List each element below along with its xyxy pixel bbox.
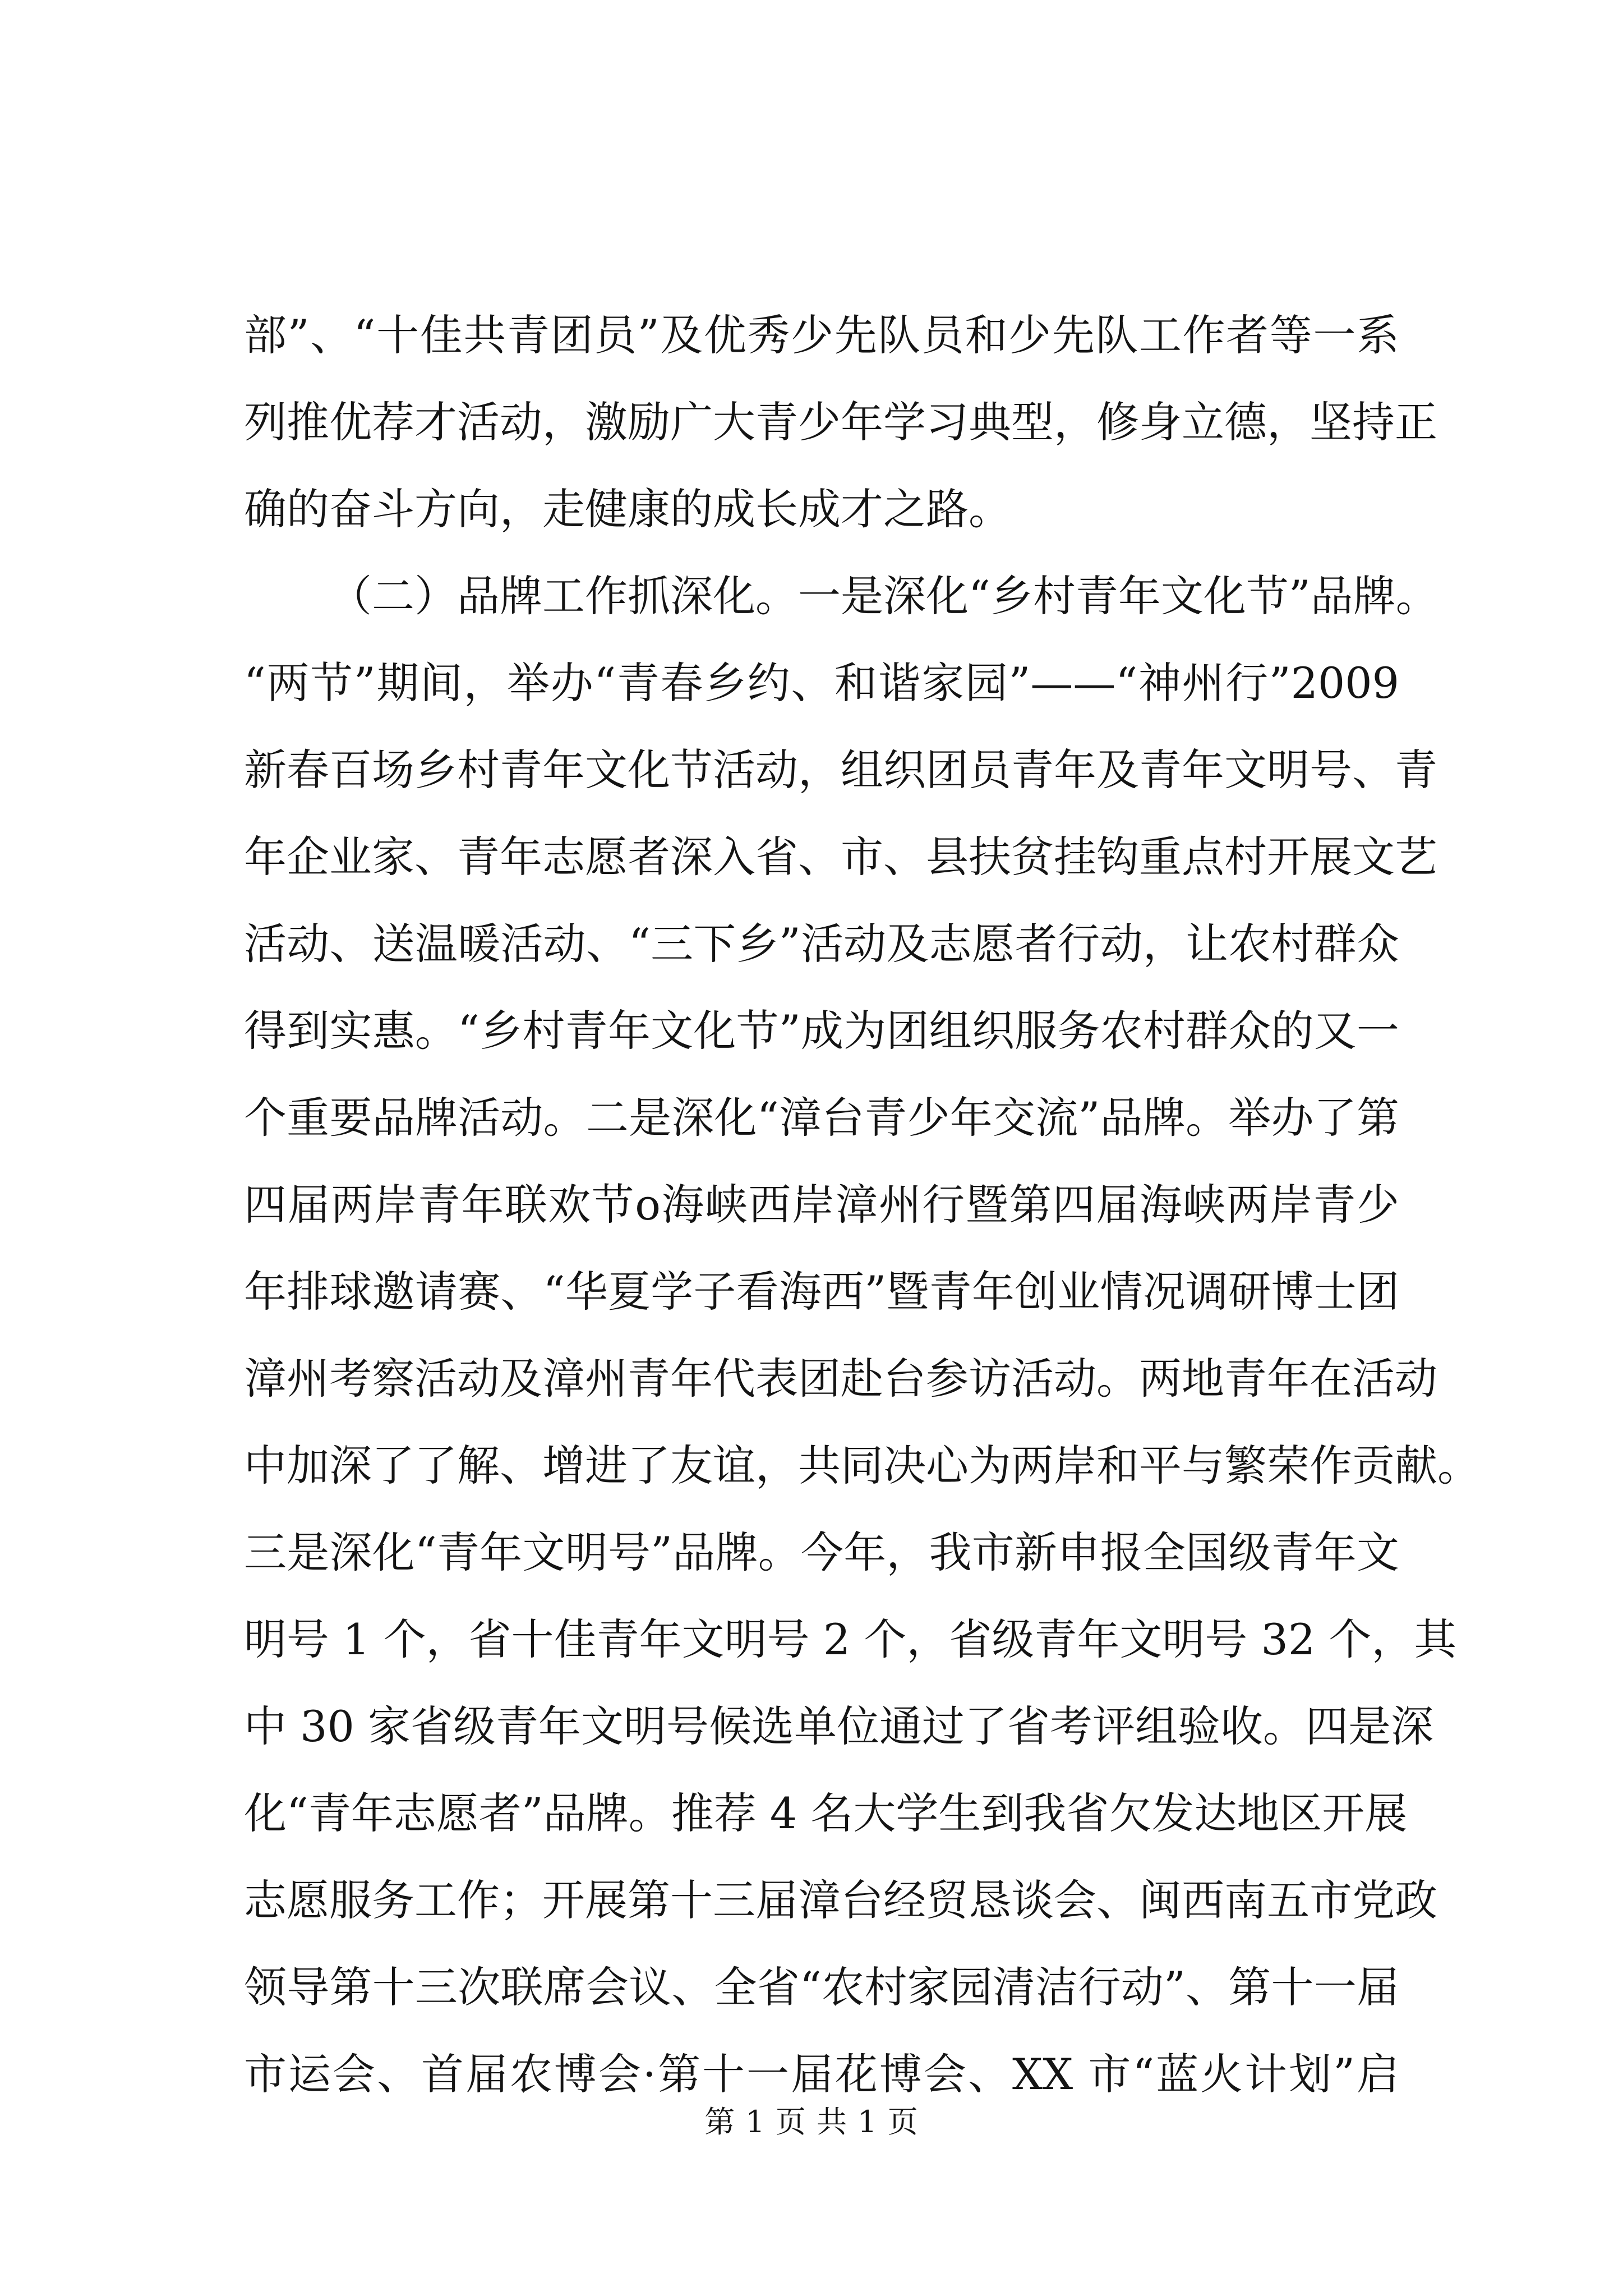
text-line: 市运会、首届农博会·第十一届花博会、XX 市“蓝火计划”启 (244, 2049, 1399, 2099)
text-line: 部”、“十佳共青团员”及优秀少先队员和少先队工作者等一系 (244, 310, 1399, 360)
text-line: 年排球邀请赛、“华夏学子看海西”暨青年创业情况调研博士团 (244, 1267, 1399, 1317)
text-line: 中加深了了解、增进了友谊，共同决心为两岸和平与繁荣作贡献。 (244, 1441, 1480, 1490)
text-line: 中 30 家省级青年文明号候选单位通过了省考评组验收。四是深 (244, 1701, 1434, 1751)
text-line: 领导第十三次联席会议、全省“农村家园清洁行动”、第十一届 (244, 1962, 1399, 2012)
text-line: 漳州考察活动及漳州青年代表团赴台参访活动。两地青年在活动 (244, 1354, 1437, 1404)
text-line: 化“青年志愿者”品牌。推荐 4 名大学生到我省欠发达地区开展 (244, 1788, 1408, 1838)
text-line: “两节”期间，举办“青春乡约、和谐家园”——“神州行”2009 (244, 658, 1399, 708)
text-line: 明号 1 个，省十佳青年文明号 2 个，省级青年文明号 32 个，其 (244, 1614, 1457, 1664)
text-line: 四届两岸青年联欢节o海峡西岸漳州行暨第四届海峡两岸青少 (244, 1180, 1399, 1230)
text-line: 新春百场乡村青年文化节活动，组织团员青年及青年文明号、青 (244, 745, 1437, 795)
text-line: 得到实惠。“乡村青年文化节”成为团组织服务农村群众的又一 (244, 1006, 1399, 1056)
text-line: 个重要品牌活动。二是深化“漳台青少年交流”品牌。举办了第 (244, 1093, 1399, 1143)
paragraph-start-line: （二）品牌工作抓深化。一是深化“乡村青年文化节”品牌。 (329, 571, 1438, 621)
text-line: 三是深化“青年文明号”品牌。今年，我市新申报全国级青年文 (244, 1527, 1399, 1577)
page-footer: 第 1 页 共 1 页 (704, 2104, 919, 2139)
body-text (244, 292, 1480, 2118)
text-line: 志愿服务工作；开展第十三届漳台经贸恳谈会、闽西南五市党政 (244, 1875, 1437, 1925)
text-line: 确的奋斗方向，走健康的成长成才之路。 (244, 484, 1011, 534)
text-line: 年企业家、青年志愿者深入省、市、县扶贫挂钩重点村开展文艺 (244, 832, 1437, 882)
text-line: 活动、送温暖活动、“三下乡”活动及志愿者行动，让农村群众 (244, 919, 1399, 969)
text-line: 列推优荐才活动，激励广大青少年学习典型，修身立德，坚持正 (244, 397, 1437, 447)
